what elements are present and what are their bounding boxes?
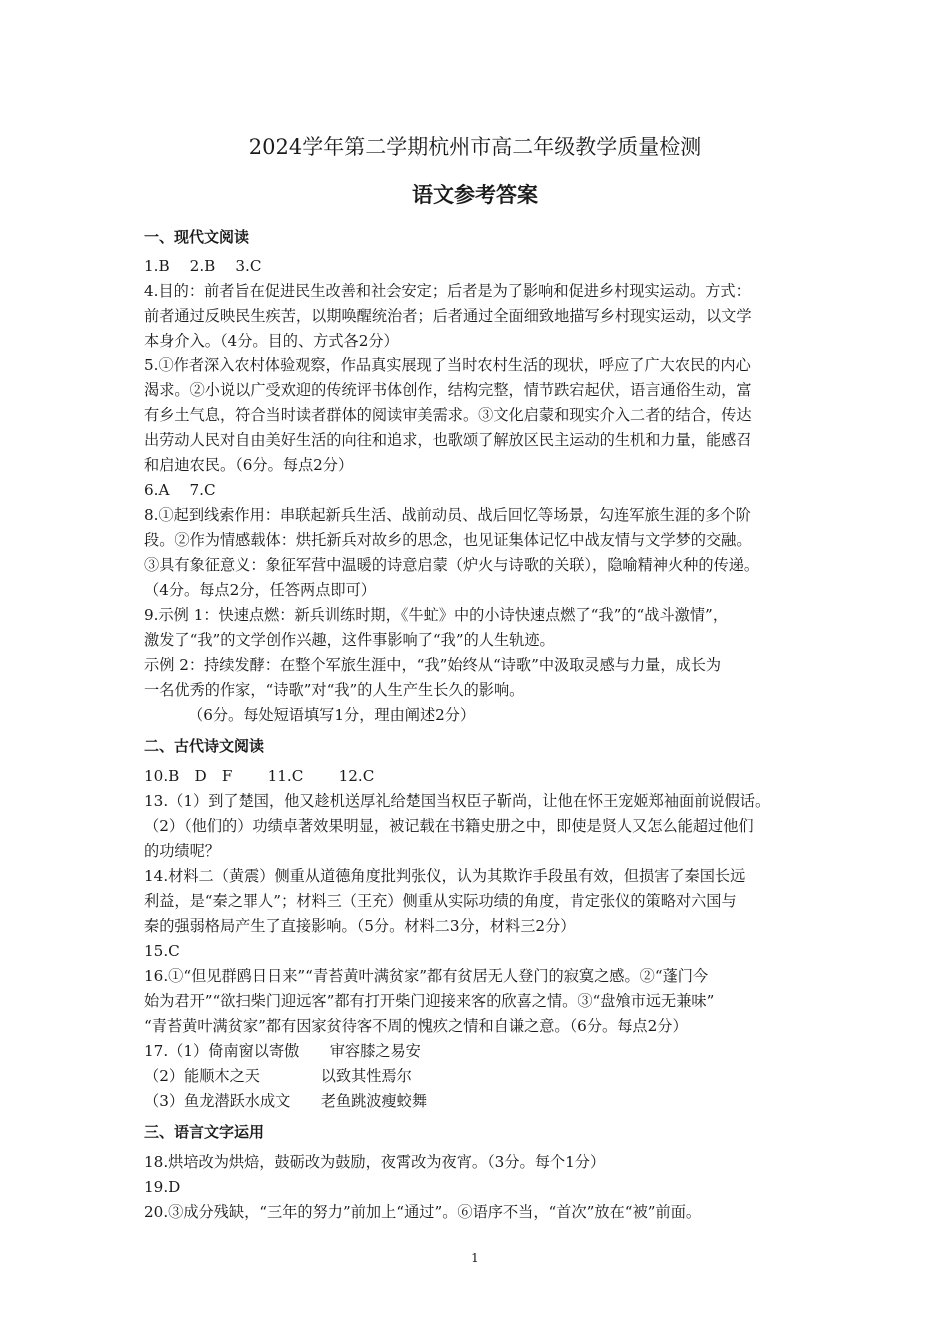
answer-line: 9.示例 1：快速点燃：新兵训练时期，《牛虻》中的小诗快速点燃了“我”的“战斗激情”， [144, 606, 729, 624]
answer-line: 的功绩呢？ [144, 842, 220, 860]
answer-line: 段。②作为情感载体：烘托新兵对故乡的思念，也见证集体记忆中战友情与文学梦的交融。 [144, 531, 752, 549]
section-heading-modern-reading: 一、现代文阅读 [144, 228, 250, 246]
answer-line: （2）能顺木之天 以致其性焉尔 [144, 1067, 412, 1085]
document-subtitle: 语文参考答案 [412, 183, 538, 207]
answer-line: 20.③成分残缺，“三年的努力”前加上“通过”。⑥语序不当，“首次”放在“被”前面。 [144, 1203, 702, 1221]
answer-line: 8.①起到线索作用：串联起新兵生活、战前动员、战后回忆等场景，勾连军旅生涯的多个阶 [144, 506, 751, 524]
section-heading-classical-reading: 二、古代诗文阅读 [144, 737, 265, 755]
answer-line: 和启迪农民。（6分。每点2分） [144, 456, 354, 474]
answer-line: 13.（1）到了楚国，他又趁机送厚礼给楚国当权臣子靳尚，让他在怀王宠姬郑袖面前说假话。 [144, 792, 771, 810]
answer-line: 本身介入。（4分。目的、方式各2分） [144, 332, 399, 350]
answer-line: 前者通过反映民生疾苦，以期唤醒统治者；后者通过全面细致地描写乡村现实运动，以文学 [144, 307, 752, 325]
answer-line: 15.C [144, 942, 180, 960]
answer-line: （6分。每处短语填写1分，理由阐述2分） [188, 706, 476, 724]
answer-line: 秦的强弱格局产生了直接影响。（5分。材料二3分，材料三2分） [144, 917, 576, 935]
answer-line: ③具有象征意义：象征军营中温暖的诗意启蒙（炉火与诗歌的关联），隐喻精神火种的传递。 [144, 556, 760, 574]
answer-line: 18.烘培改为烘焙，鼓砺改为鼓励，夜霄改为夜宵。（3分。每个1分） [144, 1153, 606, 1171]
answer-line: （3）鱼龙潜跃水成文 老鱼跳波瘦蛟舞 [144, 1092, 428, 1110]
answer-line: 渴求。②小说以广受欢迎的传统评书体创作，结构完整，情节跌宕起伏，语言通俗生动，富 [144, 381, 752, 399]
answer-line: 有乡土气息，符合当时读者群体的阅读审美需求。③文化启蒙和现实介入二者的结合，传达 [144, 406, 752, 424]
answer-line: 示例 2：持续发酵：在整个军旅生涯中，“我”始终从“诗歌”中汲取灵感与力量，成长为 [144, 656, 722, 674]
answer-line: 一名优秀的作家，“诗歌”对“我”的人生产生长久的影响。 [144, 681, 525, 699]
page-number: 1 [471, 1251, 479, 1265]
answer-line: 4.目的：前者旨在促进民生改善和社会安定；后者是为了影响和促进乡村现实运动。方式： [144, 282, 751, 300]
answer-line: 始为君开”“欲扫柴门迎远客”都有打开柴门迎接来客的欣喜之情。③“盘飧市远无兼味” [144, 992, 715, 1010]
answer-line: （2）（他们的）功绩卓著效果明显，被记载在书籍史册之中，即使是贤人又怎么能超过他们 [144, 817, 754, 835]
answer-line: 17.（1）倚南窗以寄傲 审容膝之易安 [144, 1042, 421, 1060]
answer-line: （4分。每点2分，任答两点即可） [144, 581, 376, 599]
answer-line: 10.B D F 11.C 12.C [144, 767, 375, 785]
answer-line: 16.①“但见群鸥日日来”“青苔黄叶满贫家”都有贫居无人登门的寂寞之感。②“蓬门今 [144, 967, 709, 985]
section-heading-language-use: 三、语言文字运用 [144, 1123, 265, 1141]
answer-line: 出劳动人民对自由美好生活的向往和追求，也歌颂了解放区民主运动的生机和力量，能感召 [144, 431, 752, 449]
answer-line: 14.材料二（黄震）侧重从道德角度批判张仪，认为其欺诈手段虽有效，但损害了秦国长远 [144, 867, 746, 885]
answer-line: 利益，是“秦之罪人”；材料三（王充）侧重从实际功绩的角度，肯定张仪的策略对六国与 [144, 892, 737, 910]
answer-line: 1.B 2.B 3.C [144, 257, 262, 275]
answer-line: 6.A 7.C [144, 481, 216, 499]
document-title: 2024学年第二学期杭州市高二年级教学质量检测 [248, 135, 702, 159]
answer-line: 激发了“我”的文学创作兴趣，这件事影响了“我”的人生轨迹。 [144, 631, 555, 649]
answer-line: 19.D [144, 1178, 181, 1196]
answer-line: “青苔黄叶满贫家”都有因家贫待客不周的愧疚之情和自谦之意。（6分。每点2分） [144, 1017, 688, 1035]
answer-line: 5.①作者深入农村体验观察，作品真实展现了当时农村生活的现状，呼应了广大农民的内心 [144, 356, 751, 374]
